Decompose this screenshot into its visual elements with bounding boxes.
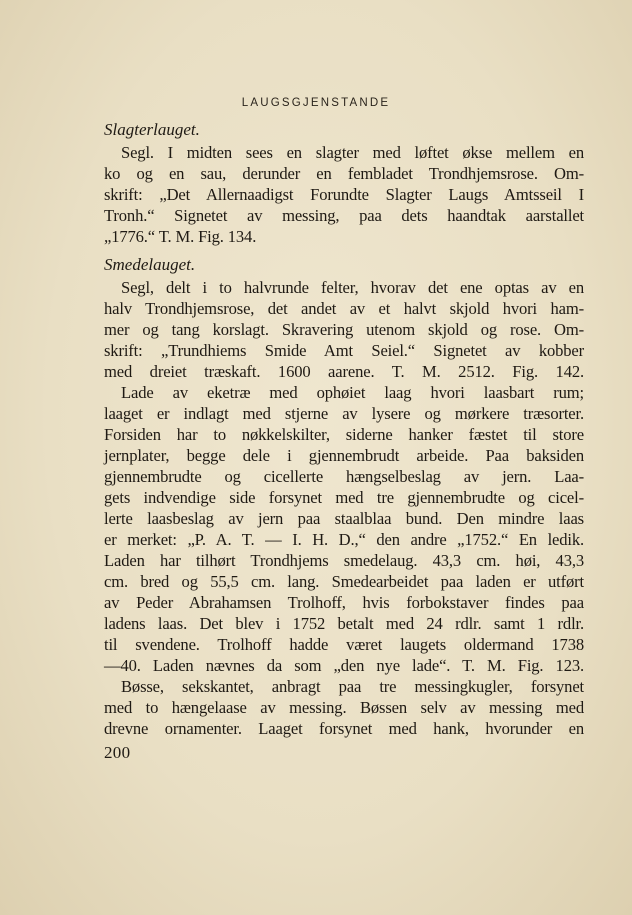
- text-line: Segl, delt i to halvrunde felter, hvorav det ene optas av en: [121, 278, 584, 297]
- text-line: med to hængelaase av messing. Bøssen selv av messing med: [104, 698, 584, 717]
- text-line: Laden har tilhørt Trondhjems smedelaug. 43,3 cm. høi, 43,3: [104, 551, 584, 570]
- text-line: Bøsse, sekskantet, anbragt paa tre messingkugler, forsynet: [121, 677, 584, 696]
- text-line: „1776.“ T. M. Fig. 134.: [104, 227, 257, 246]
- text-line: jernplater, begge dele i gjennembrudt arbeide. Paa baksiden: [104, 446, 584, 465]
- text-line: mer og tang korslagt. Skravering utenom skjold og rose. Om-: [104, 320, 584, 339]
- text-line: halv Trondhjemsrose, det andet av et halvt skjold hvori ham-: [104, 299, 584, 318]
- text-line: Tronh.“ Signetet av messing, paa dets haandtak aarstallet: [104, 206, 584, 225]
- section-title-slagterlauget: Slagterlauget.: [104, 120, 200, 139]
- text-line: ko og en sau, derunder en fembladet Trondhjemsrose. Om-: [104, 164, 584, 183]
- text-line: laaget er indlagt med stjerne av lysere og mørkere træsorter.: [104, 404, 584, 423]
- text-line: Forsiden har to nøkkelskilter, siderne hanker fæstet til store: [104, 425, 584, 444]
- text-line: av Peder Abrahamsen Trolhoff, hvis forbokstaver findes paa: [104, 593, 584, 612]
- section-title-smedelauget: Smedelauget.: [104, 255, 196, 274]
- text-line: Lade av eketræ med ophøiet laag hvori laasbart rum;: [121, 383, 584, 402]
- text-line: til svendene. Trolhoff hadde været laugets oldermand 1738: [104, 635, 584, 654]
- running-header: LAUGSGJENSTANDE: [241, 97, 391, 109]
- body-text: [104, 118, 584, 739]
- text-line: skrift: „Det Allernaadigst Forundte Slagter Laugs Amtsseil I: [104, 185, 584, 204]
- page-number: 200: [104, 743, 131, 762]
- text-line: —40. Laden nævnes da som „den nye lade“. T. M. Fig. 123.: [104, 656, 584, 675]
- text-line: gets indvendige side forsynet med tre gjennembrudte og cicel-: [104, 488, 584, 507]
- text-line: ladens laas. Det blev i 1752 betalt med 24 rdlr. samt 1 rdlr.: [104, 614, 584, 633]
- text-line: cm. bred og 55,5 cm. lang. Smedearbeidet paa laden er utført: [104, 572, 584, 591]
- text-line: drevne ornamenter. Laaget forsynet med hank, hvorunder en: [104, 719, 584, 738]
- text-line: lerte laasbeslag av jern paa staalblaa bund. Den mindre laas: [104, 509, 584, 528]
- text-line: med dreiet træskaft. 1600 aarene. T. M. 2512. Fig. 142.: [104, 362, 584, 381]
- text-line: skrift: „Trundhiems Smide Amt Seiel.“ Signetet av kobber: [104, 341, 584, 360]
- text-line: Segl. I midten sees en slagter med løftet økse mellem en: [121, 143, 584, 162]
- text-line: er merket: „P. A. T. — I. H. D.,“ den andre „1752.“ En ledik.: [104, 530, 584, 549]
- text-line: gjennembrudte og cicellerte hængselbeslag av jern. Laa-: [104, 467, 584, 486]
